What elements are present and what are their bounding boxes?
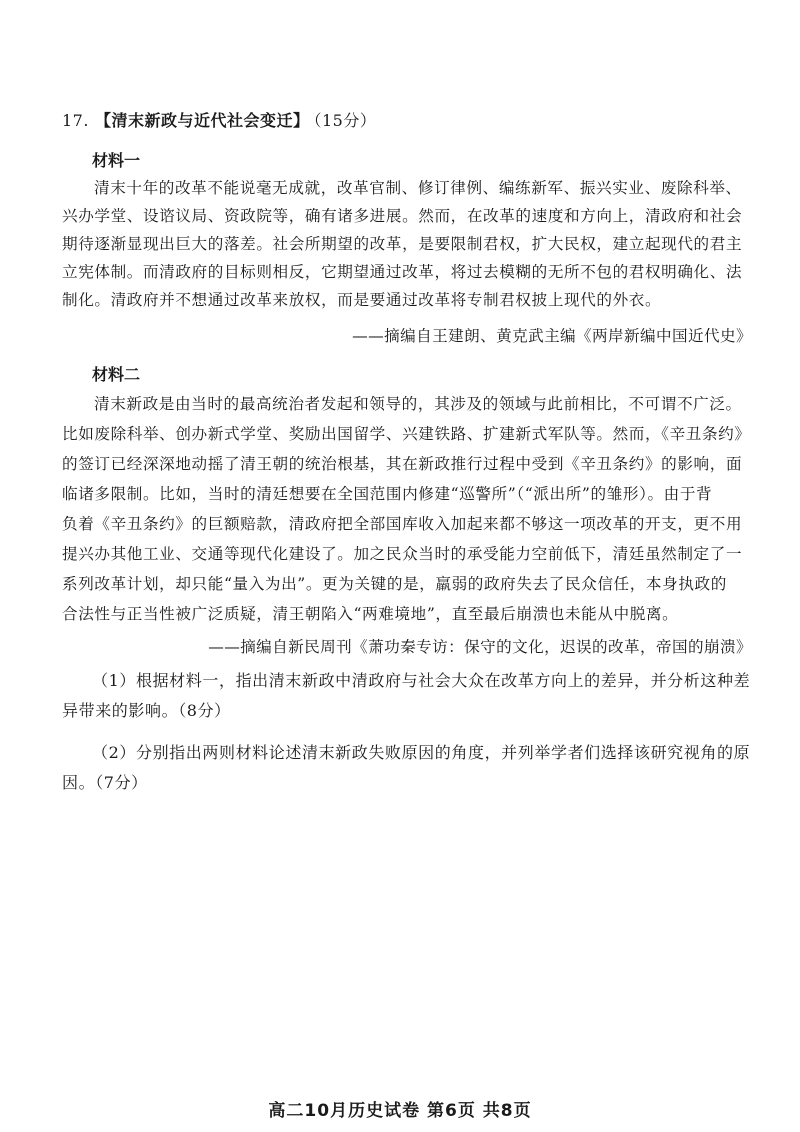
material-one-line: 兴办学堂、设谘议局、资政院等，确有诸多进展。然而，在改革的速度和方向上，清政府和社会 <box>62 207 743 225</box>
question-score: （15分） <box>313 111 377 130</box>
material-one-line: 立宪体制。而清政府的目标则相反，它期望通过改革，将过去模糊的无所不包的君权明确化、法 <box>62 263 743 281</box>
question-header <box>62 108 376 131</box>
sub-question-two: （2）分别指出两则材料论述清末新政失败原因的角度，并列举学者们选择该研究视角的原 <box>92 743 751 762</box>
material-two-line: 负着《辛丑条约》的巨额赔款，清政府把全部国库收入加起来都不够这一项改革的开支，更不用 <box>62 515 743 533</box>
material-two-line: 临诸多限制。比如，当时的清廷想要在全国范围内修建“巡警所”（“派出所”的雏形）。由于背 <box>62 485 713 503</box>
material-two-line: 提兴办其他工业、交通等现代化建设了。加之民众当时的承受能力空前低下，清廷虽然制定了一 <box>62 545 743 563</box>
material-one-line: 期待逐渐显现出巨大的落差。社会所期望的改革，是要限制君权，扩大民权，建立起现代的君主 <box>62 235 743 253</box>
sub-question-two-cont: 因。（7分） <box>62 773 148 792</box>
material-two-line: 的签订已经深深地动摇了清王朝的统治根基，其在新政推行过程中受到《辛丑条约》的影响，面 <box>62 455 743 473</box>
material-two-line: 合法性与正当性被广泛质疑，清王朝陷入“两难境地”，直至最后崩溃也未能从中脱离。 <box>62 605 679 623</box>
material-one-line: 清末十年的改革不能说毫无成就，改革官制、修订律例、编练新军、振兴实业、废除科举、 <box>94 179 742 197</box>
sub-question-one: （1）根据材料一，指出清末新政中清政府与社会大众在改革方向上的差异，并分析这种差 <box>92 671 751 690</box>
material-two-title: 材料二 <box>92 365 141 384</box>
material-two-line: 系列改革计划，却只能“量入为出”。更为关键的是，羸弱的政府失去了民众信任，本身执政的 <box>62 575 727 593</box>
sub-question-one-cont: 异带来的影响。（8分） <box>62 701 231 720</box>
question-number: 17. <box>62 111 89 130</box>
material-two-line: 比如废除科举、创办新式学堂、奖励出国留学、兴建铁路、扩建新式军队等。然而，《辛丑条约》 <box>62 425 751 443</box>
material-two-line: 清末新政是由当时的最高统治者发起和领导的，其涉及的领域与此前相比，不可谓不广泛。 <box>94 395 742 413</box>
material-two-source: ——摘编自新民周刊《萧功秦专访：保守的文化，迟误的改革，帝国的崩溃》 <box>208 638 752 656</box>
material-one-source: ——摘编自王建朗、黄克武主编《两岸新编中国近代史》 <box>352 327 752 345</box>
page-footer: 高二10月历史试卷 第6页 共8页 <box>268 1101 532 1121</box>
material-one-line: 制化。清政府并不想通过改革来放权，而是要通过改革将专制君权披上现代的外衣。 <box>62 291 662 309</box>
material-one-title: 材料一 <box>92 151 141 170</box>
question-title: 【清末新政与近代社会变迁】 <box>94 111 310 130</box>
